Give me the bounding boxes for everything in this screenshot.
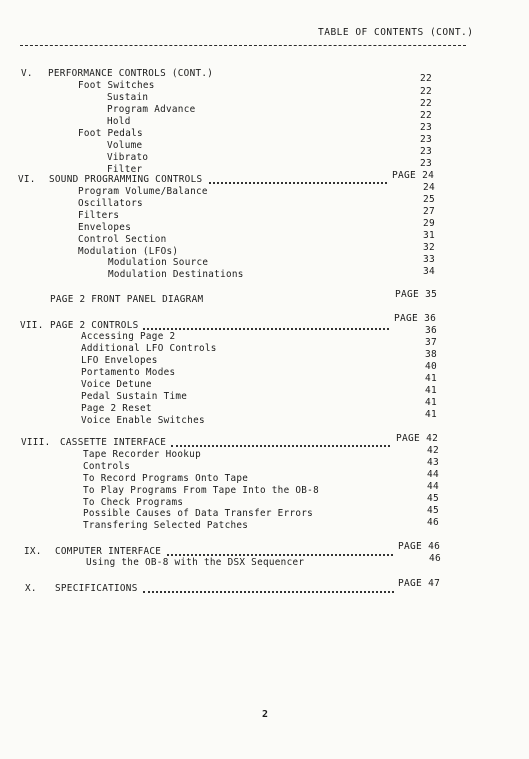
- page-number: 33: [423, 254, 436, 265]
- section-number: X.: [25, 583, 37, 594]
- toc-entry: PAGE 2 FRONT PANEL DIAGRAM: [50, 294, 204, 305]
- toc-entry: Envelopes: [78, 222, 132, 233]
- toc-entry: Foot Switches: [78, 80, 155, 91]
- section-number: IX.: [24, 546, 42, 557]
- dot-leader: [209, 182, 387, 184]
- page-number: 31: [423, 230, 436, 241]
- page-number: 29: [423, 218, 436, 229]
- toc-entry: Vibrato: [107, 152, 149, 163]
- page-number: PAGE 35: [395, 289, 438, 300]
- page-number: 41: [425, 373, 438, 384]
- section-number: VIII.: [21, 437, 51, 448]
- section-title: SPECIFICATIONS: [55, 583, 138, 594]
- toc-entry: Possible Causes of Data Transfer Errors: [83, 508, 314, 519]
- toc-entry: Using the OB-8 with the DSX Sequencer: [86, 557, 305, 568]
- toc-entry: Accessing Page 2: [81, 331, 176, 342]
- page-number: 44: [427, 469, 440, 480]
- section-number: VII.: [20, 320, 44, 331]
- page-number: 45: [427, 505, 440, 516]
- page-number: 41: [425, 409, 438, 420]
- toc-entry: Voice Enable Switches: [81, 415, 205, 426]
- toc-entry: Filters: [78, 210, 120, 221]
- page-number: 38: [425, 349, 438, 360]
- toc-entry: Program Advance: [107, 104, 196, 115]
- toc-entry: Tape Recorder Hookup: [83, 449, 201, 460]
- section-number: VI.: [18, 174, 36, 185]
- section-title: PERFORMANCE CONTROLS (CONT.): [48, 68, 214, 79]
- page-number: 22: [420, 110, 433, 121]
- dot-leader: [143, 328, 389, 330]
- toc-entry: Page 2 Reset: [81, 403, 152, 414]
- page-header: TABLE OF CONTENTS (CONT.): [318, 27, 474, 38]
- section-title: PAGE 2 CONTROLS: [50, 320, 139, 331]
- section-title: CASSETTE INTERFACE: [60, 437, 167, 448]
- page-number: PAGE 36: [394, 313, 437, 324]
- page-number: 44: [427, 481, 440, 492]
- page-number: 46: [427, 517, 440, 528]
- page-number: 41: [425, 397, 438, 408]
- page-number: 22: [420, 73, 433, 84]
- page-number: 22: [420, 86, 433, 97]
- page-number: PAGE 42: [396, 433, 439, 444]
- page-number: 34: [423, 266, 436, 277]
- toc-entry: To Play Programs From Tape Into the OB-8: [83, 485, 319, 496]
- toc-entry: Filter: [107, 164, 143, 175]
- section-number: V.: [21, 68, 33, 79]
- toc-entry: Pedal Sustain Time: [81, 391, 188, 402]
- page-number: 45: [427, 493, 440, 504]
- toc-entry: Voice Detune: [81, 379, 152, 390]
- page-number: PAGE 47: [398, 578, 441, 589]
- dot-leader: [143, 591, 394, 593]
- toc-entry: Additional LFO Controls: [81, 343, 217, 354]
- dot-leader: [167, 554, 393, 556]
- toc-entry: To Check Programs: [83, 497, 184, 508]
- page-number: 23: [420, 122, 433, 133]
- page-number: 25: [423, 194, 436, 205]
- toc-entry: Control Section: [78, 234, 167, 245]
- toc-entry: To Record Programs Onto Tape: [83, 473, 249, 484]
- toc-entry: Controls: [83, 461, 131, 472]
- section-title: COMPUTER INTERFACE: [55, 546, 162, 557]
- page-number: 36: [425, 325, 438, 336]
- page-number: 24: [423, 182, 436, 193]
- page-number: 46: [429, 553, 442, 564]
- toc-entry: Program Volume/Balance: [78, 186, 208, 197]
- page-number: 42: [427, 445, 440, 456]
- toc-entry: Oscillators: [78, 198, 143, 209]
- page-number: 32: [423, 242, 436, 253]
- page-number: PAGE 46: [398, 541, 441, 552]
- toc-entry: Modulation (LFOs): [78, 246, 179, 257]
- page-number: 37: [425, 337, 438, 348]
- toc-entry: Modulation Destinations: [108, 269, 244, 280]
- page-number: 22: [420, 98, 433, 109]
- header-rule: [20, 45, 466, 46]
- footer-page-number: 2: [262, 709, 269, 720]
- toc-entry: Transfering Selected Patches: [83, 520, 249, 531]
- page-number: 23: [420, 134, 433, 145]
- page-number: 40: [425, 361, 438, 372]
- toc-entry: Foot Pedals: [78, 128, 143, 139]
- toc-entry: LFO Envelopes: [81, 355, 158, 366]
- page-number: 23: [420, 146, 433, 157]
- dot-leader: [171, 445, 390, 447]
- section-title: SOUND PROGRAMMING CONTROLS: [49, 174, 203, 185]
- toc-entry: Sustain: [107, 92, 149, 103]
- page-number: 27: [423, 206, 436, 217]
- toc-entry: Hold: [107, 116, 131, 127]
- page-number: PAGE 24: [392, 170, 435, 181]
- page-number: 43: [427, 457, 440, 468]
- toc-entry: Volume: [107, 140, 143, 151]
- toc-entry: Portamento Modes: [81, 367, 176, 378]
- page-number: 41: [425, 385, 438, 396]
- toc-entry: Modulation Source: [108, 257, 209, 268]
- page-number: 23: [420, 158, 433, 169]
